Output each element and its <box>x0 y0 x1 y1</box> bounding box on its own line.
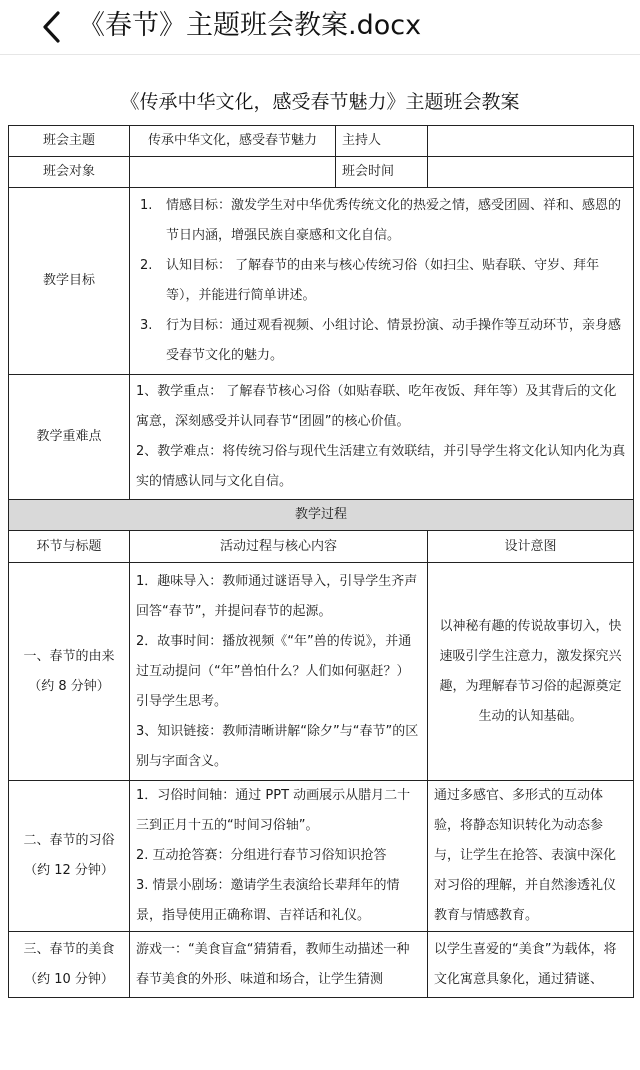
back-button[interactable] <box>34 9 70 45</box>
document-title: 《传承中华文化，感受春节魅力》主题班会教案 <box>120 91 520 113</box>
activity-cell <box>130 563 428 781</box>
table-row <box>9 563 634 781</box>
intent-cell: 通过多感官、多形式的互动体验，将静态知识转化为动态参与，让学生在抢答、表演中深化对习俗的理解，并自然渗透礼仪教育与情感教育。 <box>428 781 634 932</box>
process-section-title: 教学过程 <box>9 500 634 531</box>
intent-cell: 以神秘有趣的传说故事切入，快速吸引学生注意力，激发探究兴趣，为理解春节习俗的起源奠定生动的认知基础。 <box>428 563 634 781</box>
document-page[interactable] <box>0 66 640 1070</box>
audience-label: 班会对象 <box>9 157 130 188</box>
stage-title: 二、春节的习俗 <box>23 833 115 848</box>
stage-cell <box>9 932 130 998</box>
stage-title: 三、春节的美食 <box>23 941 115 957</box>
activity-cell <box>130 781 428 932</box>
activity-item: 1．习俗时间轴：通过 PPT 动画展示从腊月二十三到正月十五的“时间习俗轴”。 <box>136 788 411 833</box>
table-row <box>9 126 634 157</box>
column-header-intent: 设计意图 <box>428 531 634 563</box>
activity-item: 1．趣味导入：教师通过谜语导入，引导学生齐声回答“春节”，并提问春节的起源。 <box>136 573 418 619</box>
activity-item: 2．故事时间：播放视频《“年”兽的传说》，并通过互动提问（“年”兽怕什么？人们如何驱赶？）引导学生思考。 <box>136 633 412 709</box>
key-point-item: 2、教学难点：将传统习俗与现代生活建立有效联结，并引导学生将文化认知内化为真实的情感认同与文化自信。 <box>136 444 626 489</box>
activity-item: 3、知识链接：教师清晰讲解“除夕”与“春节”的区别与字面含义。 <box>136 723 419 769</box>
theme-value: 传承中华文化，感受春节魅力 <box>130 126 336 157</box>
time-label: 班会时间 <box>336 157 428 188</box>
table-row <box>9 932 634 998</box>
goal-item: 3. 行为目标：通过观看视频、小组讨论、情景扮演、动手操作等互动环节，亲身感受春节文化的魅力。 <box>140 318 622 363</box>
activity-cell <box>130 932 428 998</box>
stage-time: （约 10 分钟） <box>24 971 114 987</box>
host-label: 主持人 <box>336 126 428 157</box>
table-row <box>9 781 634 932</box>
stage-cell <box>9 781 130 932</box>
table-row <box>9 375 634 500</box>
time-value <box>428 157 634 188</box>
app-header <box>0 0 640 55</box>
column-header-activity: 活动过程与核心内容 <box>130 531 428 563</box>
host-value <box>428 126 634 157</box>
goals-label: 教学目标 <box>9 188 130 375</box>
activity-item: 游戏一：“美食盲盒“猜猜看，教师生动描述一种春节美食的外形、味道和场合，让学生猜测 <box>136 941 410 987</box>
goal-item: 1. 情感目标：激发学生对中华优秀传统文化的热爱之情，感受团圆、祥和、感恩的节日内涵，增强民族自豪感和文化自信。 <box>140 198 622 243</box>
key-point-item: 1、教学重点： 了解春节核心习俗（如贴春联、吃年夜饭、拜年等）及其背后的文化寓意，深刻感受并认同春节“团圆”的核心价值。 <box>136 384 617 429</box>
stage-time: （约 8 分钟） <box>28 678 110 694</box>
goals-content <box>130 188 634 375</box>
stage-title: 一、春节的由来 <box>23 648 115 664</box>
table-row <box>9 500 634 531</box>
stage-time: （约 12 分钟） <box>24 863 114 878</box>
activity-item: 2. 互动抢答赛：分组进行春节习俗知识抢答 <box>136 848 387 863</box>
file-title: 《春节》主题班会教案.docx <box>78 10 422 41</box>
activity-item: 3. 情景小剧场：邀请学生表演给长辈拜年的情景，指导使用正确称谓、吉祥话和礼仪。 <box>136 878 400 923</box>
key-points-label: 教学重难点 <box>9 375 130 500</box>
theme-label: 班会主题 <box>9 126 130 157</box>
lesson-plan-table <box>8 125 634 998</box>
stage-cell <box>9 563 130 781</box>
chevron-left-icon <box>34 9 70 45</box>
column-header-stage: 环节与标题 <box>9 531 130 563</box>
intent-cell: 以学生喜爱的“美食”为载体，将文化寓意具象化，通过猜谜、 <box>428 932 634 998</box>
table-row <box>9 157 634 188</box>
key-points-content <box>130 375 634 500</box>
table-row <box>9 531 634 563</box>
table-row <box>9 188 634 375</box>
audience-value <box>130 157 336 188</box>
goal-item: 2. 认知目标： 了解春节的由来与核心传统习俗（如扫尘、贴春联、守岁、拜年等），并能进行简单讲述。 <box>140 258 600 303</box>
